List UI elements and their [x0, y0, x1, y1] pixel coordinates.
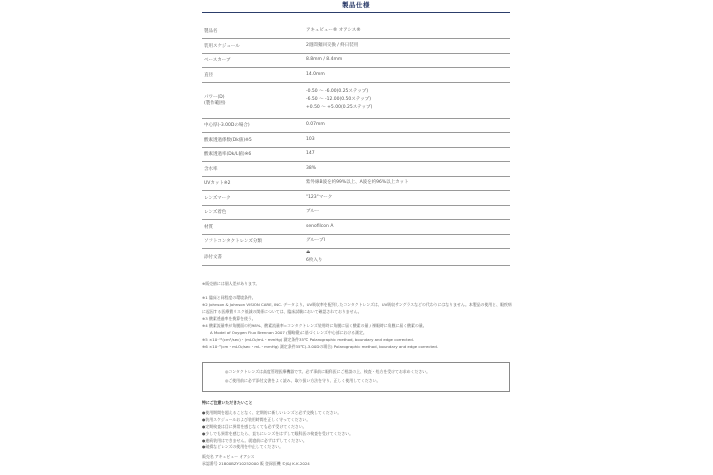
- caution-item: ●破損などレンズの使用を中止してください。: [202, 444, 283, 450]
- spec-label: ソフトコンタクトレンズ分類: [202, 234, 304, 249]
- spec-value: [304, 220, 510, 235]
- spec-value: [304, 234, 510, 249]
- spec-row: [202, 118, 510, 133]
- footnote-6: ※6 ×10⁻⁹(cm・mLO₂/sec・mL・mmHg) 測定条件35℃(-3.00Dの場合) Polarographic method, boundary and edge corrected.: [202, 344, 439, 349]
- caution-item: ●連続装用はできません。就寝前に必ずはずしてください。: [202, 437, 307, 443]
- spec-row: [202, 82, 510, 118]
- notice-box: [202, 362, 510, 392]
- spec-value: [304, 176, 510, 191]
- spec-value-line: 38%: [306, 165, 317, 171]
- spec-value-line: 147: [306, 151, 315, 157]
- cautions: [202, 400, 514, 468]
- spec-row: [202, 39, 510, 54]
- spec-value-line: グループI: [306, 238, 325, 244]
- spec-label: 中心厚(-3.00Dの場合): [202, 118, 304, 133]
- spec-value-line: 8.8mm / 8.4mm: [306, 57, 343, 63]
- spec-value: [304, 82, 510, 118]
- footnote-4-ref: A Model of Oxygen Flux Brennan 2007 (簡略簡)に基づくレンズ中心部における測定。: [210, 330, 367, 335]
- caution-item: ●装用スケジュールおよび装用時間を正しく守ってください。: [202, 416, 311, 422]
- page-title: 製品仕様: [342, 1, 370, 9]
- spec-value-line: -6.50 〜 -12.00(0.50ステップ): [306, 97, 371, 102]
- footnote-1: ※1 臨床と同程度の環境条件。: [202, 295, 256, 300]
- spec-value-line: 2週間頻回交換 / 終日装用: [306, 42, 359, 48]
- notice-line-1: ◎コンタクトレンズは高度管理医療機器です。必ず事前に眼科医にご相談の上、検査・処方を受けてお求めください。: [225, 369, 431, 374]
- caution-item: ●使用期間を超えることなく、定期的に新しいレンズと必ず交換してください。: [202, 409, 342, 415]
- spec-row: [202, 162, 510, 177]
- spec-value-line: 14.0mm: [306, 71, 325, 77]
- spec-value: [304, 147, 510, 162]
- spec-label: 酸素透過率(Dk/L値)※6: [202, 147, 304, 162]
- spec-value: [304, 162, 510, 177]
- footnote-2: ※2 Johnson & Johnson VISION CARE, INC. データより。UV吸収率を配列したコンタクトレンズは、UV吸収サングラスなどの代わりにはなりません。本製品の使用と、眼疾病に起因する医療費リスク低減の関係については、臨床試験において確認されておりません。: [202, 302, 512, 314]
- spec-value-line: 0.07mm: [306, 122, 325, 128]
- footnote-4: ※4 酸素流量率が角膜面の約98%、酸素流量率=コンタクトレンズ装用時に角膜に届く酸素の量 / 裸眼時に角膜に届く酸素の量。: [202, 323, 427, 328]
- spec-table: [202, 24, 510, 266]
- spec-label: ベースカーブ: [202, 53, 304, 68]
- footer-approval: 承認番号 21800BZY10252000 販 登録医機 ©J&J K.K.2024: [202, 461, 310, 467]
- spec-row: [202, 205, 510, 220]
- spec-label: 含水率: [202, 162, 304, 177]
- spec-label: 材質: [202, 220, 304, 235]
- spec-label: 添付文書: [202, 249, 304, 266]
- spec-label: レンズマーク: [202, 191, 304, 206]
- spec-value-line: senofilcon A: [306, 223, 334, 229]
- spec-value: [304, 133, 510, 148]
- spec-value-line: 103: [306, 136, 315, 142]
- cautions-heading: 特にご注意いただきたいこと: [202, 400, 253, 405]
- footer-product-name: 販売名 アキュビュー オアシス: [202, 454, 255, 460]
- spec-row: [202, 176, 510, 191]
- spec-value-line: +0.50 〜 +5.00(0.25ステップ): [306, 105, 373, 110]
- spec-label: 直径: [202, 68, 304, 83]
- spec-label: 製品名: [202, 24, 304, 39]
- spec-label: UVカット※2: [202, 176, 304, 191]
- spec-row: [202, 53, 510, 68]
- spec-value-line: 紫外線B波を約99%以上、A波を約96%以上カット: [306, 180, 409, 186]
- spec-value-line: ブルー: [306, 209, 320, 215]
- spec-value[interactable]: [304, 249, 510, 266]
- spec-row: [202, 249, 510, 266]
- download-icon: ⏏: [306, 250, 311, 255]
- spec-value: [304, 24, 510, 39]
- spec-value-text: 6枚入り: [306, 258, 323, 263]
- spec-value: [304, 53, 510, 68]
- spec-row: [202, 220, 510, 235]
- spec-label: 酸素透過係数(Dk値)※5: [202, 133, 304, 148]
- spec-value: [304, 191, 510, 206]
- footnote-intro: ※販売値には個人差があります。: [202, 281, 260, 286]
- spec-value-line: [306, 249, 508, 265]
- spec-row: [202, 191, 510, 206]
- footnotes: [202, 280, 514, 350]
- spec-value: [304, 68, 510, 83]
- spec-row: [202, 24, 510, 39]
- spec-value: [304, 118, 510, 133]
- spec-label: 装用スケジュール: [202, 39, 304, 54]
- spec-value-line: "123"マーク: [306, 194, 333, 200]
- spec-row: [202, 147, 510, 162]
- spec-value: [304, 39, 510, 54]
- spec-row: [202, 68, 510, 83]
- footnote-3: ※3 酸素透過率を換算を使う。: [202, 316, 256, 321]
- spec-value-line: -0.50 〜 -6.00(0.25ステップ): [306, 89, 369, 94]
- notice-line-2: ◎ご使用前に必ず添付文書をよく読み、取り扱い方法を守り、正しく使用してください。: [225, 378, 381, 383]
- spec-label: レンズ着色: [202, 205, 304, 220]
- spec-value-line: アキュビュー® オアシス®: [306, 28, 361, 33]
- footnote-5: ※5 ×10⁻¹¹(cm²/sec)・(mLO₂/mL・mmHg) 測定条件35℃ Polarographic method, boundary and edge corrected.: [202, 337, 414, 342]
- caution-item: ●定期検査は目に異常を感じなくても必ず受けてください。: [202, 423, 307, 429]
- spec-label: パワー(D) (製作範囲): [202, 82, 304, 118]
- title-divider: [202, 12, 510, 13]
- caution-item: ●少しでも異常を感じたら、直ちにレンズをはずして眼科医の検査を受けてください。: [202, 430, 354, 436]
- spec-row: [202, 133, 510, 148]
- spec-row: [202, 234, 510, 249]
- spec-value: [304, 205, 510, 220]
